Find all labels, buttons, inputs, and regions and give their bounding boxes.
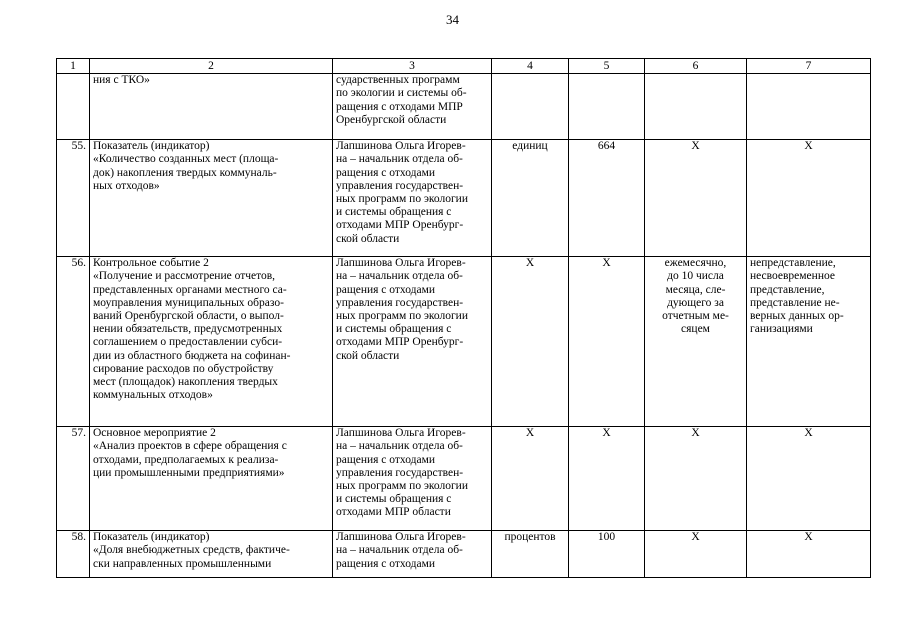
criteria-cell bbox=[747, 427, 871, 531]
cell-line: ных отходов» bbox=[93, 179, 160, 192]
unit-cell bbox=[492, 74, 569, 140]
cell-line: и системы обращения с bbox=[336, 206, 452, 219]
cell-line: Х bbox=[804, 427, 813, 440]
cell-line: Показатель (индикатор) bbox=[93, 531, 210, 544]
name-cell bbox=[90, 140, 333, 257]
cell-line: дующего за bbox=[667, 296, 724, 309]
cell-line: Лапшинова Ольга Игорев- bbox=[336, 427, 466, 440]
cell-line: «Получение и рассмотрение отчетов, bbox=[93, 270, 276, 283]
cell-line: месяца, сле- bbox=[665, 283, 726, 296]
cell-line: управления государствен- bbox=[336, 296, 464, 309]
name-cell bbox=[90, 427, 333, 531]
table-row bbox=[57, 427, 871, 531]
cell-line: ской области bbox=[336, 349, 400, 362]
cell-line: на – начальник отдела об- bbox=[336, 153, 463, 166]
cell-line: по экологии и системы об- bbox=[336, 87, 467, 100]
value-cell: 664 bbox=[569, 140, 645, 257]
column-number: 4 bbox=[492, 59, 569, 74]
cell-line: док) накопления твердых коммуналь- bbox=[93, 166, 277, 179]
cell-line: «Количество созданных мест (площа- bbox=[93, 153, 279, 166]
cell-line: ращения с отходами МПР bbox=[336, 100, 463, 113]
value-cell: 100 bbox=[569, 531, 645, 578]
column-number: 3 bbox=[333, 59, 492, 74]
row-number-cell: 57. bbox=[57, 427, 90, 531]
cell-line: на – начальник отдела об- bbox=[336, 544, 463, 557]
cell-line: на – начальник отдела об- bbox=[336, 270, 463, 283]
cell-line: Лапшинова Ольга Игорев- bbox=[336, 257, 466, 270]
unit-cell: единиц bbox=[492, 140, 569, 257]
cell-line: «Анализ проектов в сфере обращения с bbox=[93, 440, 287, 453]
cell-line: нении обязательств, предусмотренных bbox=[93, 323, 283, 336]
cell-line: до 10 числа bbox=[667, 270, 724, 283]
table-row bbox=[57, 74, 871, 140]
row-number-cell: 58. bbox=[57, 531, 90, 578]
criteria-cell bbox=[747, 531, 871, 578]
table-row bbox=[57, 257, 871, 427]
cell-line: Показатель (индикатор) bbox=[93, 140, 210, 153]
cell-line: представление, bbox=[750, 283, 825, 296]
cell-line: моуправления муниципальных образо- bbox=[93, 296, 284, 309]
cell-line: несвоевременное bbox=[750, 270, 835, 283]
cell-line: сирование расходов по обустройству bbox=[93, 362, 274, 375]
responsible-cell bbox=[333, 74, 492, 140]
value-cell: Х bbox=[569, 427, 645, 531]
cell-line: дии из областного бюджета на софинан- bbox=[93, 349, 291, 362]
criteria-cell bbox=[747, 257, 871, 427]
cell-line: управления государствен- bbox=[336, 179, 464, 192]
cell-line: сударственных программ bbox=[336, 74, 460, 87]
column-number: 7 bbox=[747, 59, 871, 74]
cell-line: Х bbox=[691, 427, 700, 440]
unit-cell: Х bbox=[492, 427, 569, 531]
page-number: 34 bbox=[446, 12, 459, 27]
cell-line: и системы обращения с bbox=[336, 493, 452, 506]
cell-line: «Доля внебюджетных средств, фактиче- bbox=[93, 544, 290, 557]
responsible-cell bbox=[333, 140, 492, 257]
cell-line: Х bbox=[691, 531, 700, 544]
responsible-cell bbox=[333, 531, 492, 578]
row-number-cell bbox=[57, 74, 90, 140]
cell-line: Оренбургской области bbox=[336, 113, 447, 126]
column-number: 5 bbox=[569, 59, 645, 74]
value-cell bbox=[569, 74, 645, 140]
cell-line: ганизациями bbox=[750, 323, 813, 336]
column-number: 2 bbox=[90, 59, 333, 74]
cell-line: Х bbox=[804, 140, 813, 153]
term-cell bbox=[645, 257, 747, 427]
cell-line: ращения с отходами bbox=[336, 557, 436, 570]
column-number: 1 bbox=[57, 59, 90, 74]
cell-line: представленных органами местного са- bbox=[93, 283, 287, 296]
cell-line: мест (площадок) накопления твердых bbox=[93, 376, 278, 389]
column-number-row bbox=[57, 59, 871, 74]
row-number-cell: 56. bbox=[57, 257, 90, 427]
cell-line: ния с ТКО» bbox=[93, 74, 150, 87]
cell-line: и системы обращения с bbox=[336, 323, 452, 336]
cell-line: ежемесячно, bbox=[664, 257, 727, 270]
cell-line: Лапшинова Ольга Игорев- bbox=[336, 140, 466, 153]
value-cell: Х bbox=[569, 257, 645, 427]
cell-line: Основное мероприятие 2 bbox=[93, 427, 216, 440]
cell-line: Лапшинова Ольга Игорев- bbox=[336, 531, 466, 544]
cell-line: отчетным ме- bbox=[662, 310, 729, 323]
table-row bbox=[57, 140, 871, 257]
table-row bbox=[57, 531, 871, 578]
cell-line: отходами МПР Оренбург- bbox=[336, 336, 464, 349]
responsible-cell bbox=[333, 427, 492, 531]
unit-cell: процентов bbox=[492, 531, 569, 578]
cell-line: отходами, предполагаемых к реализа- bbox=[93, 453, 279, 466]
cell-line: ращения с отходами bbox=[336, 283, 436, 296]
row-number-cell: 55. bbox=[57, 140, 90, 257]
term-cell bbox=[645, 74, 747, 140]
cell-line: на – начальник отдела об- bbox=[336, 440, 463, 453]
name-cell bbox=[90, 531, 333, 578]
criteria-cell bbox=[747, 140, 871, 257]
cell-line: представление не- bbox=[750, 296, 840, 309]
cell-line: ски направленных промышленными bbox=[93, 557, 272, 570]
cell-line: управления государствен- bbox=[336, 466, 464, 479]
cell-line: ции промышленными предприятиями» bbox=[93, 466, 285, 479]
cell-line: сяцем bbox=[681, 323, 710, 336]
term-cell bbox=[645, 140, 747, 257]
criteria-cell bbox=[747, 74, 871, 140]
cell-line: верных данных ор- bbox=[750, 310, 844, 323]
term-cell bbox=[645, 427, 747, 531]
cell-line: ных программ по экологии bbox=[336, 310, 468, 323]
cell-line: ваний Оренбургской области, о выпол- bbox=[93, 310, 284, 323]
cell-line: коммунальных отходов» bbox=[93, 389, 213, 402]
cell-line: ращения с отходами bbox=[336, 166, 436, 179]
cell-line: ской области bbox=[336, 232, 400, 245]
indicators-table bbox=[56, 58, 871, 578]
name-cell bbox=[90, 74, 333, 140]
cell-line: соглашением о предоставлении субси- bbox=[93, 336, 283, 349]
cell-line: ращения с отходами bbox=[336, 453, 436, 466]
term-cell bbox=[645, 531, 747, 578]
responsible-cell bbox=[333, 257, 492, 427]
cell-line: Х bbox=[691, 140, 700, 153]
name-cell bbox=[90, 257, 333, 427]
cell-line: ных программ по экологии bbox=[336, 480, 468, 493]
cell-line: Х bbox=[804, 531, 813, 544]
cell-line: ных программ по экологии bbox=[336, 193, 468, 206]
cell-line: Контрольное событие 2 bbox=[93, 257, 209, 270]
cell-line: отходами МПР области bbox=[336, 506, 451, 519]
cell-line: непредставление, bbox=[750, 257, 836, 270]
cell-line: отходами МПР Оренбург- bbox=[336, 219, 464, 232]
unit-cell: Х bbox=[492, 257, 569, 427]
column-number: 6 bbox=[645, 59, 747, 74]
